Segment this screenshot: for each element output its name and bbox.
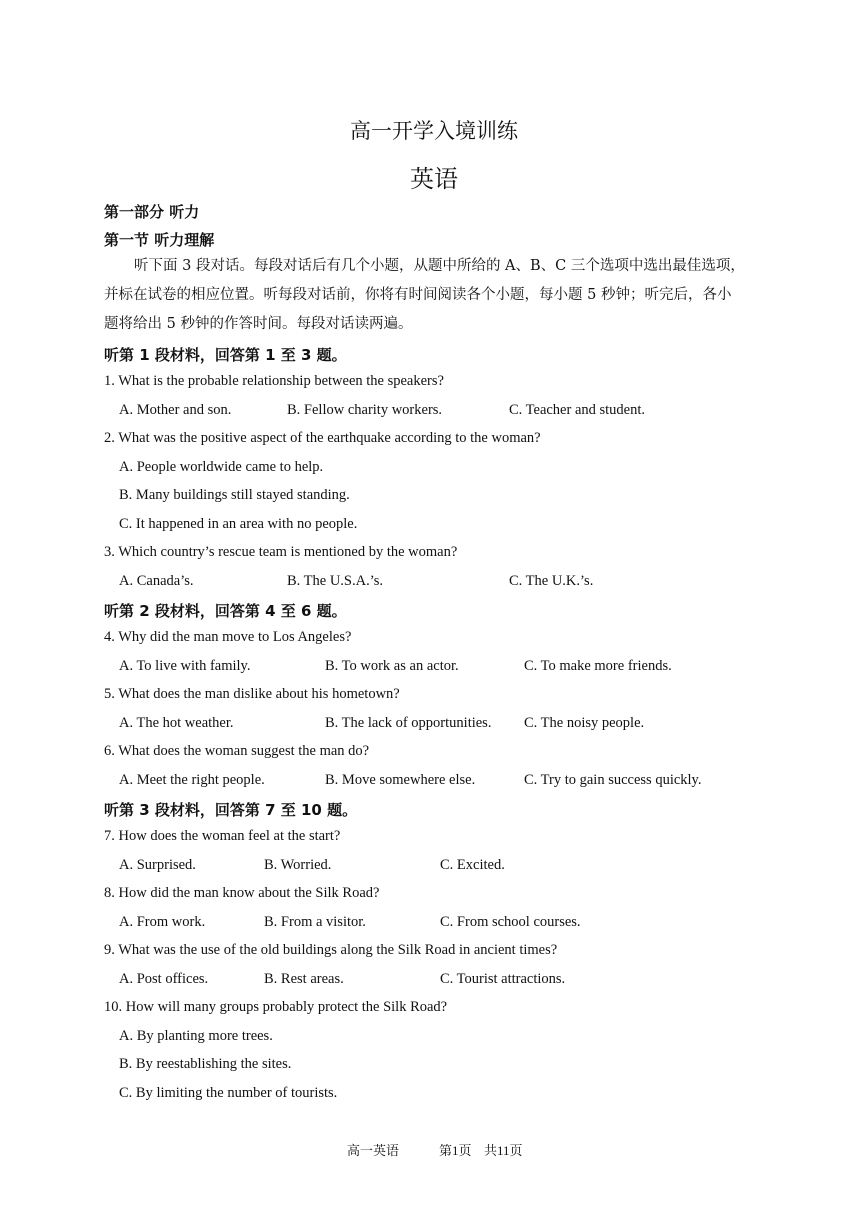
option-5a: A. The hot weather.: [119, 715, 234, 731]
option-9c: C. Tourist attractions.: [440, 971, 566, 987]
instructions-line-2: 并标在试卷的相应位置。听每段对话前，你将有时间阅读各个小题，每小题 5 秒钟；听完后，各小: [104, 287, 732, 303]
group-heading-3: 听第 3 段材料，回答第 7 至 10 题。: [104, 801, 358, 819]
option-3c: C. The U.K.’s.: [509, 573, 594, 589]
option-6c: C. Try to gain success quickly.: [524, 772, 702, 788]
subsection-heading: 第一节 听力理解: [104, 231, 215, 249]
option-2b: B. Many buildings still stayed standing.: [119, 487, 350, 503]
option-4a: A. To live with family.: [119, 658, 251, 674]
option-3b: B. The U.S.A.’s.: [287, 573, 384, 589]
instructions-line-1: 听下面 3 段对话。每段对话后有几个小题，从题中所给的 A、B、C 三个选项中选出最佳选项，: [134, 258, 745, 274]
footer-subject: 高一英语: [347, 1143, 400, 1158]
option-1c: C. Teacher and student.: [509, 402, 646, 418]
option-10a: A. By planting more trees.: [119, 1028, 273, 1044]
instructions-line-3: 题将给出 5 秒钟的作答时间。每段对话读两遍。: [104, 316, 413, 332]
question-stem-9: 9. What was the use of the old buildings along the Silk Road in ancient times?: [104, 942, 558, 958]
option-4b: B. To work as an actor.: [325, 658, 459, 674]
group-heading-1: 听第 1 段材料，回答第 1 至 3 题。: [104, 346, 347, 364]
question-stem-3: 3. Which country’s rescue team is mentioned by the woman?: [104, 544, 458, 560]
question-stem-1: 1. What is the probable relationship between the speakers?: [104, 373, 444, 389]
question-stem-6: 6. What does the woman suggest the man do?: [104, 743, 370, 759]
option-5c: C. The noisy people.: [524, 715, 645, 731]
option-3a: A. Canada’s.: [119, 573, 194, 589]
option-10c: C. By limiting the number of tourists.: [119, 1085, 338, 1101]
group-heading-2: 听第 2 段材料，回答第 4 至 6 题。: [104, 602, 347, 620]
question-stem-2: 2. What was the positive aspect of the earthquake according to the woman?: [104, 430, 541, 446]
option-8a: A. From work.: [119, 914, 206, 930]
option-5b: B. The lack of opportunities.: [325, 715, 492, 731]
question-stem-4: 4. Why did the man move to Los Angeles?: [104, 629, 352, 645]
part-heading: 第一部分 听力: [104, 203, 200, 221]
question-stem-10: 10. How will many groups probably protect the Silk Road?: [104, 999, 448, 1015]
option-7b: B. Worried.: [264, 857, 332, 873]
option-8b: B. From a visitor.: [264, 914, 366, 930]
question-stem-7: 7. How does the woman feel at the start?: [104, 828, 341, 844]
option-7a: A. Surprised.: [119, 857, 196, 873]
option-9a: A. Post offices.: [119, 971, 209, 987]
footer-page-number: 第1页: [439, 1143, 472, 1158]
question-stem-8: 8. How did the man know about the Silk Road?: [104, 885, 380, 901]
subject-title: 英语: [410, 165, 458, 193]
option-4c: C. To make more friends.: [524, 658, 672, 674]
option-2c: C. It happened in an area with no people.: [119, 516, 358, 532]
exam-title: 高一开学入境训练: [350, 119, 518, 143]
option-2a: A. People worldwide came to help.: [119, 459, 324, 475]
option-1a: A. Mother and son.: [119, 402, 232, 418]
option-6a: A. Meet the right people.: [119, 772, 265, 788]
option-1b: B. Fellow charity workers.: [287, 402, 443, 418]
option-7c: C. Excited.: [440, 857, 505, 873]
option-9b: B. Rest areas.: [264, 971, 344, 987]
footer-total-pages: 共11页: [484, 1143, 523, 1158]
option-6b: B. Move somewhere else.: [325, 772, 476, 788]
option-10b: B. By reestablishing the sites.: [119, 1056, 292, 1072]
question-stem-5: 5. What does the man dislike about his hometown?: [104, 686, 400, 702]
option-8c: C. From school courses.: [440, 914, 581, 930]
